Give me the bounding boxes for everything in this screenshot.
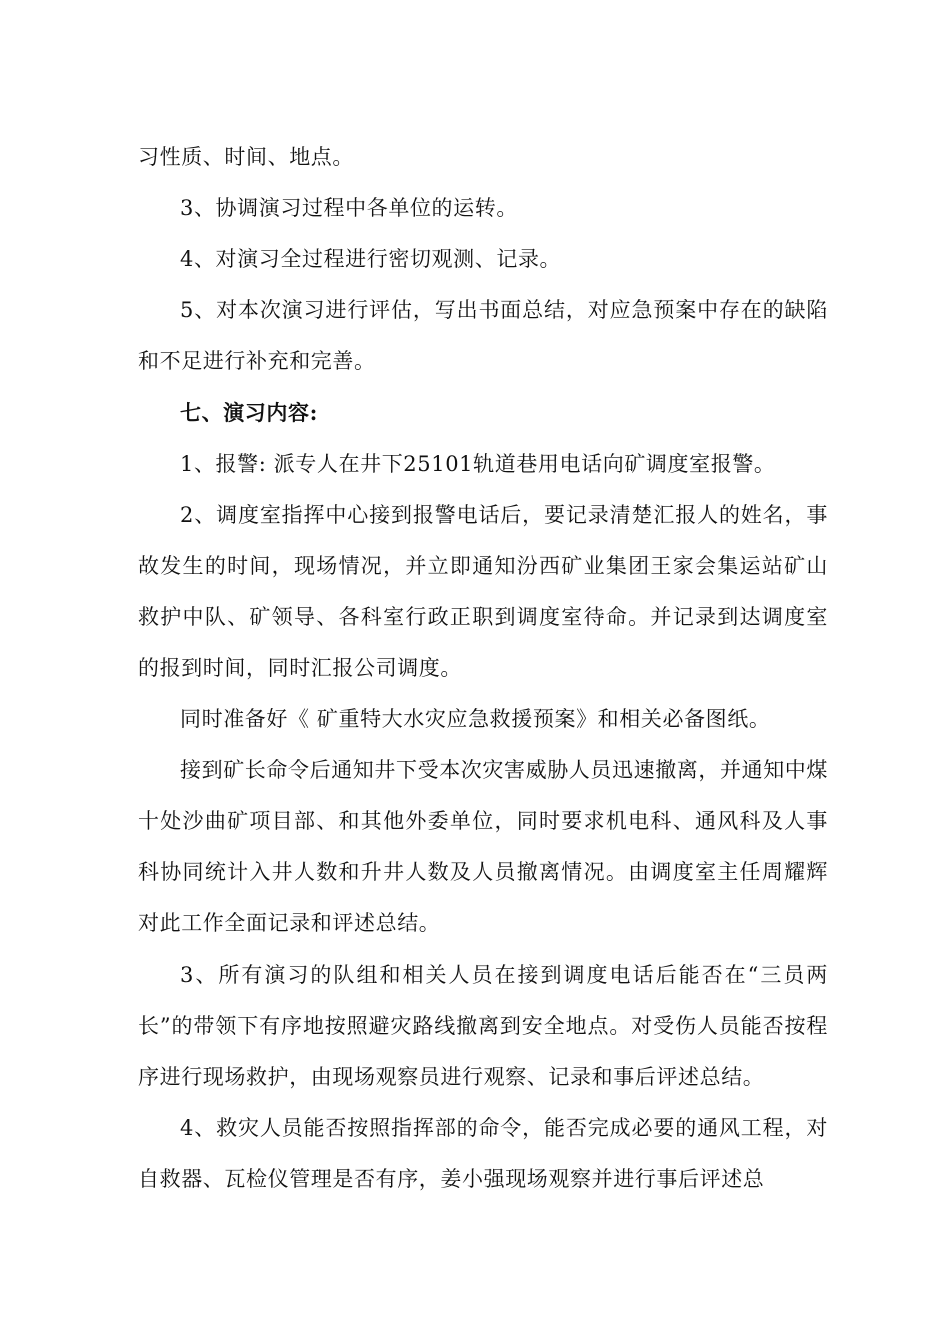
paragraph-evacuation-notice: 接到矿长命令后通知井下受本次灾害威胁人员迅速撤离，并通知中煤十处沙曲矿项目部、和其他外委单位，同时要求机电科、通风科及人事科协同统计入井人数和升井人数及人员撤离情况。由调度室主任周耀辉对此工作全面记录和评述总结。	[138, 758, 828, 936]
paragraph-prepare: 同时准备好《 矿重特大水灾应急救援预案》和相关必备图纸。	[180, 707, 771, 732]
paragraph-item-5: 5、对本次演习进行评估，写出书面总结，对应急预案中存在的缺陷和不足进行补充和完善。	[138, 298, 828, 374]
paragraph-evacuation-check: 3、所有演习的队组和相关人员在接到调度电话后能否在“三员两长”的带领下有序地按照避灾路线撤离到安全地点。对受伤人员能否按程序进行现场救护，由现场观察员进行观察、记录和事后评述总结。	[138, 962, 828, 1089]
paragraph-alarm: 1、报警: 派专人在井下25101轨道巷用电话向矿调度室报警。	[180, 451, 776, 476]
paragraph-dispatch: 2、调度室指挥中心接到报警电话后，要记录清楚汇报人的姓名，事故发生的时间，现场情况，并立即通知汾西矿业集团王家会集运站矿山救护中队、矿领导、各科室行政正职到调度室待命。并记录到达调度室的报到时间，同时汇报公司调度。	[138, 502, 828, 680]
paragraph-item-3: 3、协调演习过程中各单位的运转。	[180, 196, 518, 221]
document-body	[138, 132, 828, 1205]
section-heading: 七、演习内容:	[180, 400, 318, 426]
paragraph-continuation: 习性质、时间、地点。	[138, 145, 354, 169]
paragraph-item-4: 4、对演习全过程进行密切观测、记录。	[180, 247, 562, 272]
paragraph-rescue-check: 4、救灾人员能否按照指挥部的命令，能否完成必要的通风工程，对自救器、瓦检仪管理是否有序，姜小强现场观察并进行事后评述总	[138, 1115, 828, 1191]
